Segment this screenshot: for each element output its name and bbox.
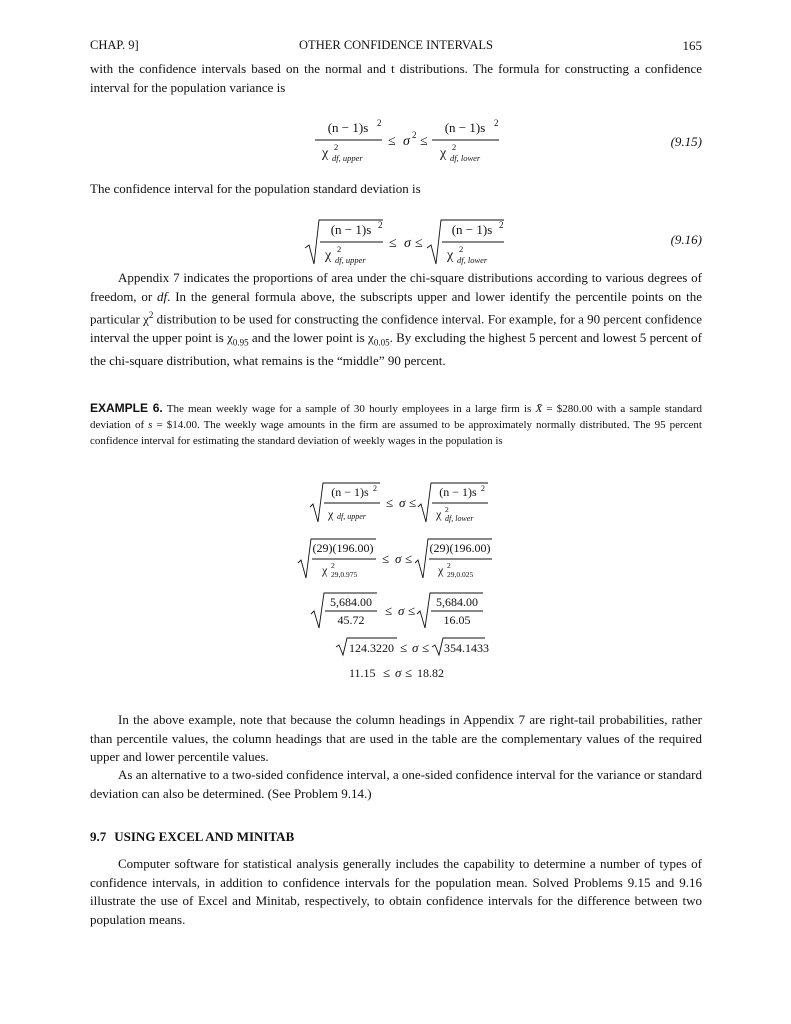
step2-rhs-chi: χ xyxy=(438,563,444,577)
eq15-lhs-chi: χ xyxy=(322,146,329,161)
note-paragraph-1: In the above example, note that because the column headings in Appendix 7 are right-tail probabilities, rather than percentile values, the column headings that are used in the table are the complementary values of the required upper and lower percentile values. xyxy=(90,712,702,764)
step4-le-1: ≤ xyxy=(400,640,408,655)
step2-rhs-numerator: (29)(196.00) xyxy=(429,541,491,555)
step3-le-2: ≤ xyxy=(408,603,416,618)
example-6-text: EXAMPLE 6. The mean weekly wage for a sample of 30 hourly employees in a large firm is X̄ = $280.00 with a sample standard deviation of s = $14.00. The weekly wage amounts in the firm are assumed to be approximately normally distributed. The 95 percent confidence interval for estimating the standard deviation of weekly wages in the population is xyxy=(90,401,702,447)
step1-le-2: ≤ xyxy=(409,495,417,510)
eq15-rhs-sq: 2 xyxy=(494,118,499,128)
section-number: 9.7 xyxy=(90,829,107,844)
eq16-lhs-sq: 2 xyxy=(378,220,383,230)
equation-number-9-16: (9.16) xyxy=(670,232,702,247)
eq15-rhs-chi-sq: 2 xyxy=(452,142,457,152)
step2-rhs-sub: 29,0.025 xyxy=(447,570,474,579)
step1-sigma: σ xyxy=(399,495,406,510)
chapter-label: CHAP. 9] xyxy=(90,38,139,52)
eq15-rhs-sub: df, lower xyxy=(450,153,481,163)
example-step-1 xyxy=(310,482,490,524)
equation-number-9-15: (9.15) xyxy=(670,134,702,149)
page-number: 165 xyxy=(682,38,702,53)
step1-rhs-chi-sq: 2 xyxy=(445,505,449,514)
eq15-rhs-numerator: (n − 1)s xyxy=(444,120,486,135)
step4-rhs-value: 354.1433 xyxy=(444,641,489,655)
step1-rhs-numerator: (n − 1)s xyxy=(439,485,477,499)
step5-rhs-value: 18.82 xyxy=(417,666,444,680)
step1-lhs-numerator: (n − 1)s xyxy=(331,485,369,499)
step1-rhs-sq: 2 xyxy=(481,484,485,493)
eq16-rhs-chi: χ xyxy=(447,248,454,263)
running-header xyxy=(90,38,702,54)
step3-rhs-numerator: 5,684.00 xyxy=(436,595,478,609)
final-paragraph: Computer software for statistical analysis generally includes the capability to determine a number of types of confidence intervals, in addition to confidence intervals for the population mean. Solved Problems 9.15 and 9.16 illustrate the use of Excel and Minitab, respectively, to obtain confidence intervals for the difference between two population means. xyxy=(90,856,702,927)
step3-lhs-numerator: 5,684.00 xyxy=(330,595,372,609)
eq15-le-2: ≤ xyxy=(420,134,428,149)
step5-le-1: ≤ xyxy=(383,665,391,680)
step2-le-2: ≤ xyxy=(405,551,413,566)
step2-lhs-numerator: (29)(196.00) xyxy=(312,541,374,555)
header-title: OTHER CONFIDENCE INTERVALS xyxy=(299,38,493,52)
eq16-lhs-chi-sq: 2 xyxy=(337,244,342,254)
eq15-lhs-sub: df, upper xyxy=(332,153,363,163)
eq15-lhs-numerator: (n − 1)s xyxy=(327,120,369,135)
example-step-3 xyxy=(311,592,486,630)
example-label: EXAMPLE 6. xyxy=(90,401,163,415)
note-paragraph-2: As an alternative to a two-sided confidence interval, a one-sided confidence interval for the variance or standard deviation can also be determined. (See Problem 9.14.) xyxy=(90,767,702,801)
step4-le-2: ≤ xyxy=(422,640,430,655)
step1-lhs-sq: 2 xyxy=(373,484,377,493)
step2-lhs-sub: 29,0.975 xyxy=(331,570,358,579)
eq15-le-1: ≤ xyxy=(388,134,396,149)
eq15-sigma-sq: 2 xyxy=(412,130,417,140)
step2-rhs-chi-sq: 2 xyxy=(447,561,451,570)
step2-sigma: σ xyxy=(395,551,402,566)
step1-lhs-sub: df, upper xyxy=(337,512,366,521)
eq16-rhs-sub: df, lower xyxy=(457,255,488,265)
step1-rhs-chi: χ xyxy=(436,507,442,521)
step1-le-1: ≤ xyxy=(386,495,394,510)
step3-lhs-denominator: 45.72 xyxy=(337,613,365,627)
step4-sigma: σ xyxy=(412,640,419,655)
eq16-sigma: σ xyxy=(404,236,411,251)
eq16-le-1: ≤ xyxy=(389,236,397,251)
eq16-rhs-numerator: (n − 1)s xyxy=(451,222,493,237)
step4-lhs-value: 124.3220 xyxy=(349,641,394,655)
eq15-lhs-chi-sq: 2 xyxy=(334,142,339,152)
example-step-2 xyxy=(298,538,498,580)
step1-rhs-sub: df, lower xyxy=(445,514,474,523)
eq16-lhs-sub: df, upper xyxy=(335,255,366,265)
step2-lhs-chi: χ xyxy=(322,563,328,577)
eq15-rhs-chi: χ xyxy=(440,146,447,161)
example-step-4 xyxy=(336,636,489,658)
step1-lhs-chi: χ xyxy=(328,507,334,521)
step5-lhs-value: 11.15 xyxy=(349,666,376,680)
step3-rhs-denominator: 16.05 xyxy=(443,613,471,627)
eq15-lhs-sq: 2 xyxy=(377,118,382,128)
appendix-paragraph: Appendix 7 indicates the proportions of area under the chi-square distributions according to various degrees of freedom, or df. In the general formula above, the subscripts upper and lower identify the percentile points on the particular $\chi^2$ distribution to be used for constructing the confidence interval. For example, for a 90 percent confidence interval the upper point is $\chi_{0.95}$ and the lower point is $\chi_{0.05}$. By excluding the highest 5 percent and lowest 5 percent of the chi-square distribution, what remains is the “middle” 90 percent. xyxy=(90,270,702,368)
step2-lhs-chi-sq: 2 xyxy=(331,561,335,570)
eq16-lhs-numerator: (n − 1)s xyxy=(330,222,372,237)
sd-sentence: The confidence interval for the population standard deviation is xyxy=(90,181,421,196)
step3-le-1: ≤ xyxy=(385,603,393,618)
eq16-rhs-sq: 2 xyxy=(499,220,504,230)
step5-le-2: ≤ xyxy=(405,665,413,680)
equation-9-15 xyxy=(310,116,500,164)
step5-sigma: σ xyxy=(395,665,402,680)
section-heading xyxy=(90,829,294,845)
step2-le-1: ≤ xyxy=(382,551,390,566)
eq16-rhs-chi-sq: 2 xyxy=(459,244,464,254)
equation-9-16 xyxy=(305,218,505,266)
eq16-lhs-chi: χ xyxy=(325,248,332,263)
eq15-sigma: σ xyxy=(403,134,410,149)
intro-paragraph: with the confidence intervals based on the normal and t distributions. The formula for constructing a confidence interval for the population variance is xyxy=(90,61,702,95)
example-step-5 xyxy=(349,662,459,682)
step3-sigma: σ xyxy=(398,603,405,618)
section-title: USING EXCEL AND MINITAB xyxy=(114,829,295,844)
eq16-le-2: ≤ xyxy=(415,236,423,251)
